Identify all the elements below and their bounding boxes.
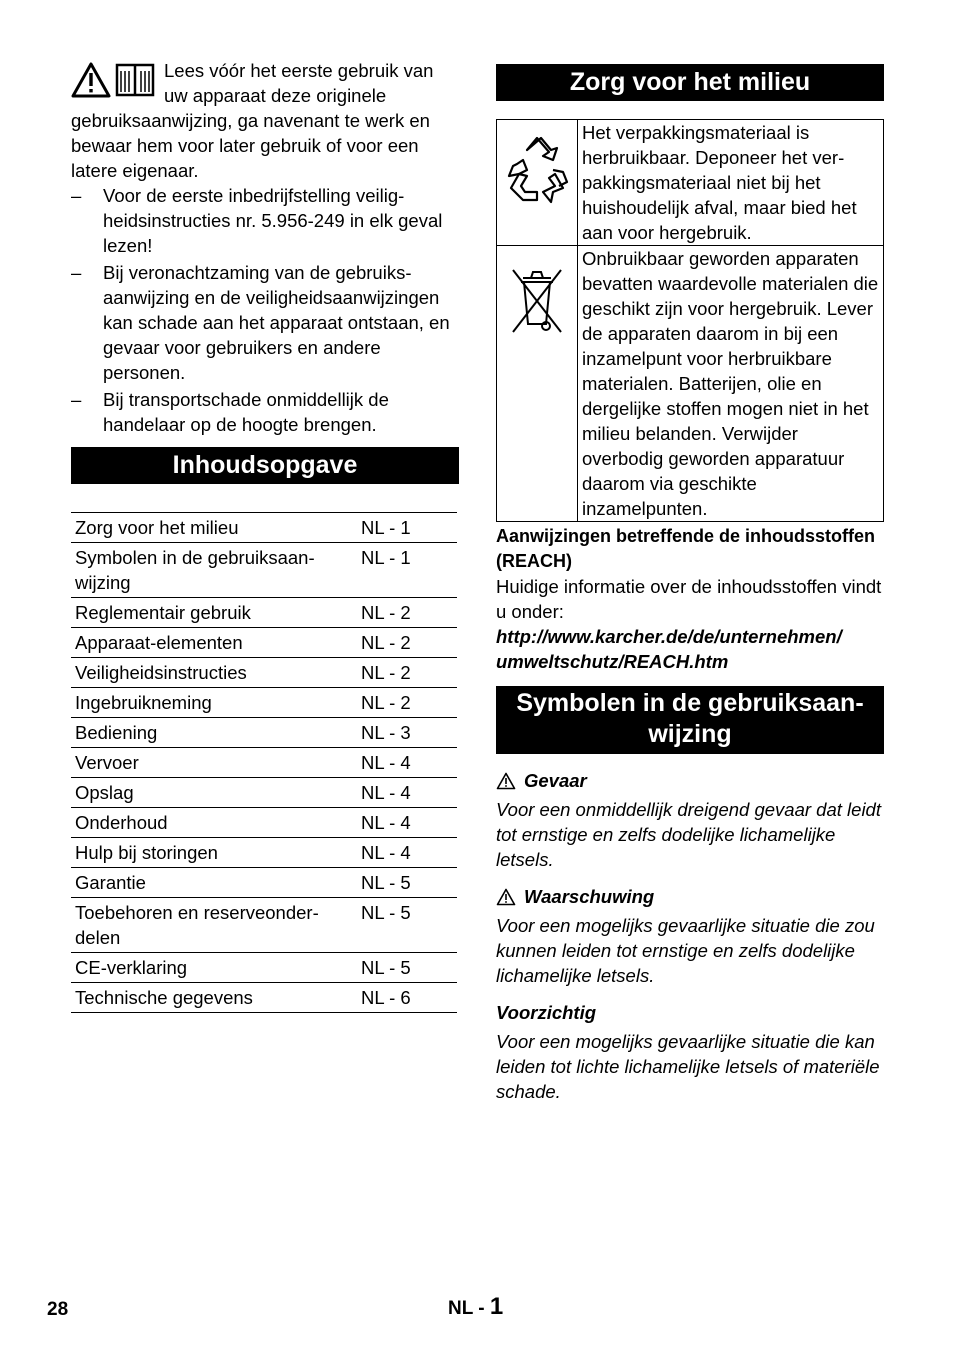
intro-text: Lees vóór het eerste gebruik van uw apparaat deze originele gebruiksaanwijzing, ga navenant te werk en bewaar hem voor later gebruik of voor een latere eigenaar. (71, 60, 434, 181)
right-column (496, 64, 884, 1104)
toc-page: NL - 4 (353, 748, 457, 778)
toc-row[interactable] (71, 718, 457, 748)
toc-row[interactable] (71, 543, 457, 598)
crossed-bin-icon (497, 260, 577, 340)
bullet-item: – Bij transportschade onmiddellijk de handelaar op de hoogte brengen. (71, 387, 459, 437)
section-page-label: NL - (448, 1298, 485, 1319)
toc-label: Apparaat-elementen (71, 628, 353, 658)
warning-heading (496, 884, 884, 909)
toc-row[interactable] (71, 778, 457, 808)
toc-page: NL - 5 (353, 898, 457, 953)
toc-page: NL - 1 (353, 513, 457, 543)
environment-text: Het verpakkingsmateriaal is herbruikbaar. Deponeer het verpakkingsmateriaal niet bij het huishoudelijk afval, maar bied het aan voor hergebruik. (578, 120, 884, 246)
page-number: 28 (47, 1299, 69, 1320)
toc-label: Reglementair gebruik (71, 598, 353, 628)
toc-row[interactable] (71, 983, 457, 1013)
symbols-title: Symbolen in de gebruiksaanwijzing (496, 686, 884, 754)
danger-text: Voor een onmiddellijk dreigend gevaar dat leidt tot ernstige en zelfs dodelijke lichamelijke letsels. (496, 799, 881, 870)
toc-page: NL - 4 (353, 778, 457, 808)
toc-label: Ingebruikneming (71, 688, 353, 718)
toc-row[interactable] (71, 748, 457, 778)
toc-label: Hulp bij storingen (71, 838, 353, 868)
toc-row[interactable] (71, 688, 457, 718)
warning-label: Waarschuwing (524, 886, 655, 907)
toc-page: NL - 2 (353, 628, 457, 658)
warning-triangle-icon (71, 62, 111, 98)
toc-label: Zorg voor het milieu (71, 513, 353, 543)
toc-page: NL - 3 (353, 718, 457, 748)
toc-row[interactable] (71, 658, 457, 688)
reach-url-link[interactable]: http://www.karcher.de/de/unternehmen/ umweltschutz/REACH.htm (496, 626, 842, 672)
environment-icon-cell (497, 246, 578, 522)
toc-page: NL - 5 (353, 953, 457, 983)
environment-text: Onbruikbaar geworden apparaten bevatten waardevolle materialen die geschikt zijn voor hergebruik. Lever de apparaten daarom in bij een inzamelpunt voor herbruikbare materialen. Batterijen, olie en dergelijke stoffen mogen niet in het milieu belanden. Verwijder overbodig geworden apparatuur daarom via geschikte inzamelpunten. (578, 246, 884, 522)
warning-text: Voor een mogelijks gevaarlijke situatie die zou kunnen leiden tot ernstige en zelfs dodelijke lichamelijke letsels. (496, 915, 875, 986)
toc-row[interactable] (71, 628, 457, 658)
caution-label: Voorzichtig (496, 1002, 597, 1023)
toc-row[interactable] (71, 898, 457, 953)
warning-triangle-icon (496, 772, 516, 790)
toc-page: NL - 1 (353, 543, 457, 598)
toc-title: Inhoudsopgave (71, 447, 459, 484)
intro (71, 58, 459, 183)
environment-table (496, 119, 884, 522)
environment-title: Zorg voor het milieu (496, 64, 884, 101)
toc-page: NL - 2 (353, 598, 457, 628)
toc-label: Bediening (71, 718, 353, 748)
toc-page: NL - 5 (353, 868, 457, 898)
toc-row[interactable] (71, 838, 457, 868)
toc-label: Veiligheidsinstructies (71, 658, 353, 688)
toc-row[interactable] (71, 953, 457, 983)
left-column (71, 58, 459, 1013)
toc-label: Onderhoud (71, 808, 353, 838)
intro-bullets (71, 183, 459, 437)
reach-title: Aanwijzingen betreffende de inhoudsstoffen (REACH) (496, 526, 876, 571)
environment-icon-cell (497, 120, 578, 246)
environment-row (497, 120, 884, 246)
environment-row (497, 246, 884, 522)
danger-label: Gevaar (524, 770, 587, 791)
toc-label: Toebehoren en reserveonderdelen (71, 898, 353, 953)
toc-table (71, 512, 457, 1013)
recycling-icon (497, 130, 577, 210)
toc-page: NL - 2 (353, 658, 457, 688)
intro-icons (71, 62, 156, 98)
bullet-item: – Voor de eerste inbedrijfstelling veiligheidsinstructies nr. 5.956-249 in elk geval lezen! (71, 183, 459, 258)
toc-label: Symbolen in de gebruiksaanwijzing (71, 543, 353, 598)
manual-book-icon (114, 62, 156, 98)
danger-heading (496, 768, 884, 793)
toc-label: Garantie (71, 868, 353, 898)
toc-page: NL - 2 (353, 688, 457, 718)
reach-text: Huidige informatie over de inhoudsstoffen vindt u onder: (496, 576, 882, 622)
toc-row[interactable] (71, 598, 457, 628)
section-page-index: 1 (489, 1293, 504, 1320)
toc-page: NL - 6 (353, 983, 457, 1013)
caution-text: Voor een mogelijks gevaarlijke situatie die kan leiden tot lichte lichamelijke letsels of materiële schade. (496, 1031, 880, 1102)
toc-page: NL - 4 (353, 808, 457, 838)
toc-label: CE-verklaring (71, 953, 353, 983)
toc-row[interactable] (71, 868, 457, 898)
bullet-item: – Bij veronachtzaming van de gebruiksaanwijzing en de veiligheidsaanwijzingen kan schade aan het apparaat ontstaan, en gevaar voor gebruikers en andere personen. (71, 260, 459, 385)
toc-label: Technische gegevens (71, 983, 353, 1013)
warning-triangle-icon (496, 888, 516, 906)
toc-page: NL - 4 (353, 838, 457, 868)
caution-heading (496, 1000, 884, 1025)
toc-label: Opslag (71, 778, 353, 808)
section-page-indicator (448, 1294, 503, 1321)
toc-row[interactable] (71, 513, 457, 543)
toc-row[interactable] (71, 808, 457, 838)
toc-label: Vervoer (71, 748, 353, 778)
